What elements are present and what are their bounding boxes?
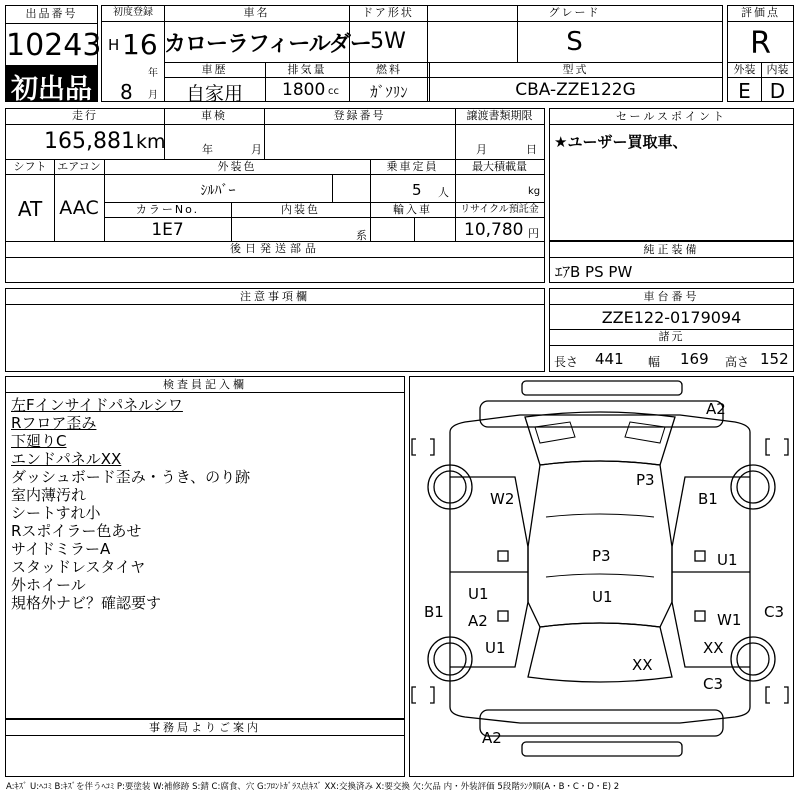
- model-label: 型式: [562, 63, 589, 76]
- length-label: 長さ: [554, 355, 579, 369]
- first-reg-label: 初度登録: [113, 7, 153, 18]
- displacement-label: 排気量: [287, 63, 327, 76]
- grade-label: グレード: [548, 6, 601, 19]
- shift: AT: [17, 197, 43, 221]
- transfer-day-unit: 日: [526, 143, 537, 156]
- grade: S: [566, 27, 583, 57]
- first-reg-year: 16: [122, 28, 158, 61]
- mileage-label: 走行: [72, 109, 98, 122]
- capacity-unit: 人: [438, 186, 449, 199]
- legend: A:ｷｽﾞ U:ﾍｺﾐ B:ｷｽﾞを伴うﾍｺﾐ P:要塗装 W:補修跡 S:錆 C:腐食、穴 G:ﾌﾛﾝﾄｶﾞﾗｽ点ｷｽﾞ XX:交換済み X:要交換 欠:欠品 内・外装評価 5段階ﾗﾝｸ順(A・B・C・D・E) 2: [6, 782, 620, 792]
- width: 169: [680, 350, 709, 368]
- fuel-label: 燃料: [376, 63, 402, 76]
- height-label: 高さ: [725, 355, 750, 369]
- load-unit: kg: [528, 186, 541, 197]
- equipment-text: ｴｱB PS PW: [555, 263, 633, 281]
- ext-color-label: 外装色: [217, 160, 257, 173]
- shift-label: シフト: [13, 160, 47, 173]
- recycle-label: リサイクル預託金: [460, 204, 539, 215]
- inspection-year-unit: 年: [202, 143, 213, 156]
- fuel: ｶﾞｿﾘﾝ: [370, 83, 408, 101]
- chassis-label: 車台番号: [550, 289, 793, 305]
- damage-mark: A2: [706, 400, 726, 418]
- height: 152: [760, 350, 789, 368]
- mileage-unit: km: [136, 131, 166, 153]
- model: CBA-ZZE122G: [515, 80, 636, 100]
- office-label: 事務局よりご案内: [6, 720, 404, 736]
- inspector-label: 検査員記入欄: [6, 377, 404, 393]
- length: 441: [595, 350, 624, 368]
- later-parts-label: 後日発送部品: [230, 242, 320, 255]
- capacity: 5: [412, 181, 422, 199]
- import-label: 輸入車: [393, 203, 432, 216]
- vehicle-header-box: [101, 5, 723, 105]
- sales-point-box: [549, 108, 794, 241]
- damage-mark: U1: [468, 585, 489, 603]
- remark-line: 左Fインサイドパネルシワ: [11, 396, 183, 414]
- capacity-label: 乗車定員: [386, 160, 439, 173]
- remark-line: エンドパネルXX: [11, 450, 122, 468]
- damage-mark: A2: [468, 612, 488, 630]
- aircon-label: エアコン: [57, 160, 101, 173]
- remark-line: サイドミラーA: [11, 540, 111, 558]
- aircon: AAC: [59, 197, 99, 219]
- displacement: 1800: [282, 80, 326, 100]
- remark-line: Rフロア歪み: [11, 414, 97, 432]
- score-box: [727, 5, 794, 102]
- chassis-box: [549, 288, 794, 372]
- office-box: [5, 719, 405, 777]
- equipment-label: 純正装備: [550, 242, 793, 258]
- recycle-unit: 円: [528, 227, 539, 240]
- lot-number: 10243: [6, 28, 102, 63]
- month-unit: 月: [148, 90, 158, 101]
- chassis-number: ZZE122-0179094: [601, 308, 742, 327]
- remark-line: Rスポイラー色あせ: [11, 522, 142, 540]
- int-color-label: 内装色: [281, 203, 320, 216]
- car-diagram: [410, 377, 793, 776]
- interior-label: 内装: [766, 63, 789, 76]
- year-unit: 年: [148, 68, 158, 79]
- car-name: カローラフィールダー: [164, 32, 371, 57]
- damage-mark: W2: [490, 490, 515, 508]
- history: 自家用: [185, 83, 243, 105]
- damage-mark: P3: [592, 547, 611, 565]
- remark-line: ダッシュボード歪み・うき、のり跡: [11, 468, 251, 486]
- damage-mark: B1: [424, 603, 444, 621]
- plate-label: 登録番号: [333, 109, 386, 122]
- remark-line: シートすれ小: [11, 504, 101, 522]
- inspection-month-unit: 月: [251, 143, 262, 156]
- transfer-month-unit: 月: [476, 143, 487, 156]
- damage-mark: P3: [636, 471, 655, 489]
- damage-mark: C3: [703, 675, 724, 693]
- transfer-label: 譲渡書類期限: [466, 109, 533, 122]
- recycle: 10,780: [464, 220, 524, 240]
- score: R: [750, 26, 771, 61]
- notes-label: 注意事項欄: [6, 289, 544, 305]
- exterior-label: 外装: [733, 63, 756, 76]
- ext-color: ｼﾙﾊﾞｰ: [200, 183, 236, 199]
- exterior-grade: E: [738, 79, 751, 103]
- sales-point-label: セールスポイント: [550, 109, 793, 125]
- door-label: ドア形状: [362, 6, 414, 19]
- era: H: [108, 36, 120, 54]
- displacement-unit: cc: [328, 86, 339, 97]
- remark-line: 下廻りC: [11, 432, 67, 450]
- first-reg-month: 8: [120, 80, 133, 104]
- equipment-box: [549, 241, 794, 283]
- damage-mark: C3: [764, 603, 785, 621]
- remark-line: 規格外ナビ？確認要す: [11, 594, 162, 612]
- load-label: 最大積載量: [472, 160, 527, 173]
- door-type: 5W: [370, 29, 406, 54]
- inspection-label: 車検: [201, 109, 227, 122]
- first-time-badge: [6, 65, 97, 105]
- inspector-box: [5, 376, 405, 719]
- spec-label: 諸元: [658, 330, 685, 343]
- color-no-label: カラーNo.: [135, 203, 200, 216]
- damage-mark: U1: [592, 588, 613, 606]
- width-label: 幅: [648, 355, 661, 369]
- damage-mark: XX: [703, 639, 724, 657]
- remark-line: 外ホイール: [11, 576, 86, 594]
- damage-mark: A2: [482, 729, 502, 747]
- color-no: 1E7: [151, 220, 184, 240]
- damage-mark: W1: [717, 611, 742, 629]
- damage-mark: U1: [717, 551, 738, 569]
- history-label: 車歴: [201, 63, 228, 76]
- car-name-label: 車名: [243, 6, 270, 19]
- remark-line: スタッドレスタイヤ: [11, 558, 146, 576]
- first-time-text: 初出品: [11, 74, 92, 105]
- remark-line: 室内薄汚れ: [11, 486, 87, 504]
- damage-mark: XX: [632, 656, 653, 674]
- lot-box: [5, 5, 102, 105]
- damage-mark: U1: [485, 639, 506, 657]
- interior-grade: D: [769, 79, 786, 103]
- lot-label: 出品番号: [25, 7, 78, 20]
- sales-point-text: ★ユーザー買取車、: [554, 133, 688, 151]
- int-color-suffix: 系: [356, 229, 367, 242]
- mileage: 165,881: [44, 129, 135, 154]
- car-diagram-box: [409, 376, 794, 777]
- details-box: [5, 108, 545, 283]
- notes-box: [5, 288, 545, 372]
- score-label: 評価点: [741, 6, 780, 19]
- damage-mark: B1: [698, 490, 718, 508]
